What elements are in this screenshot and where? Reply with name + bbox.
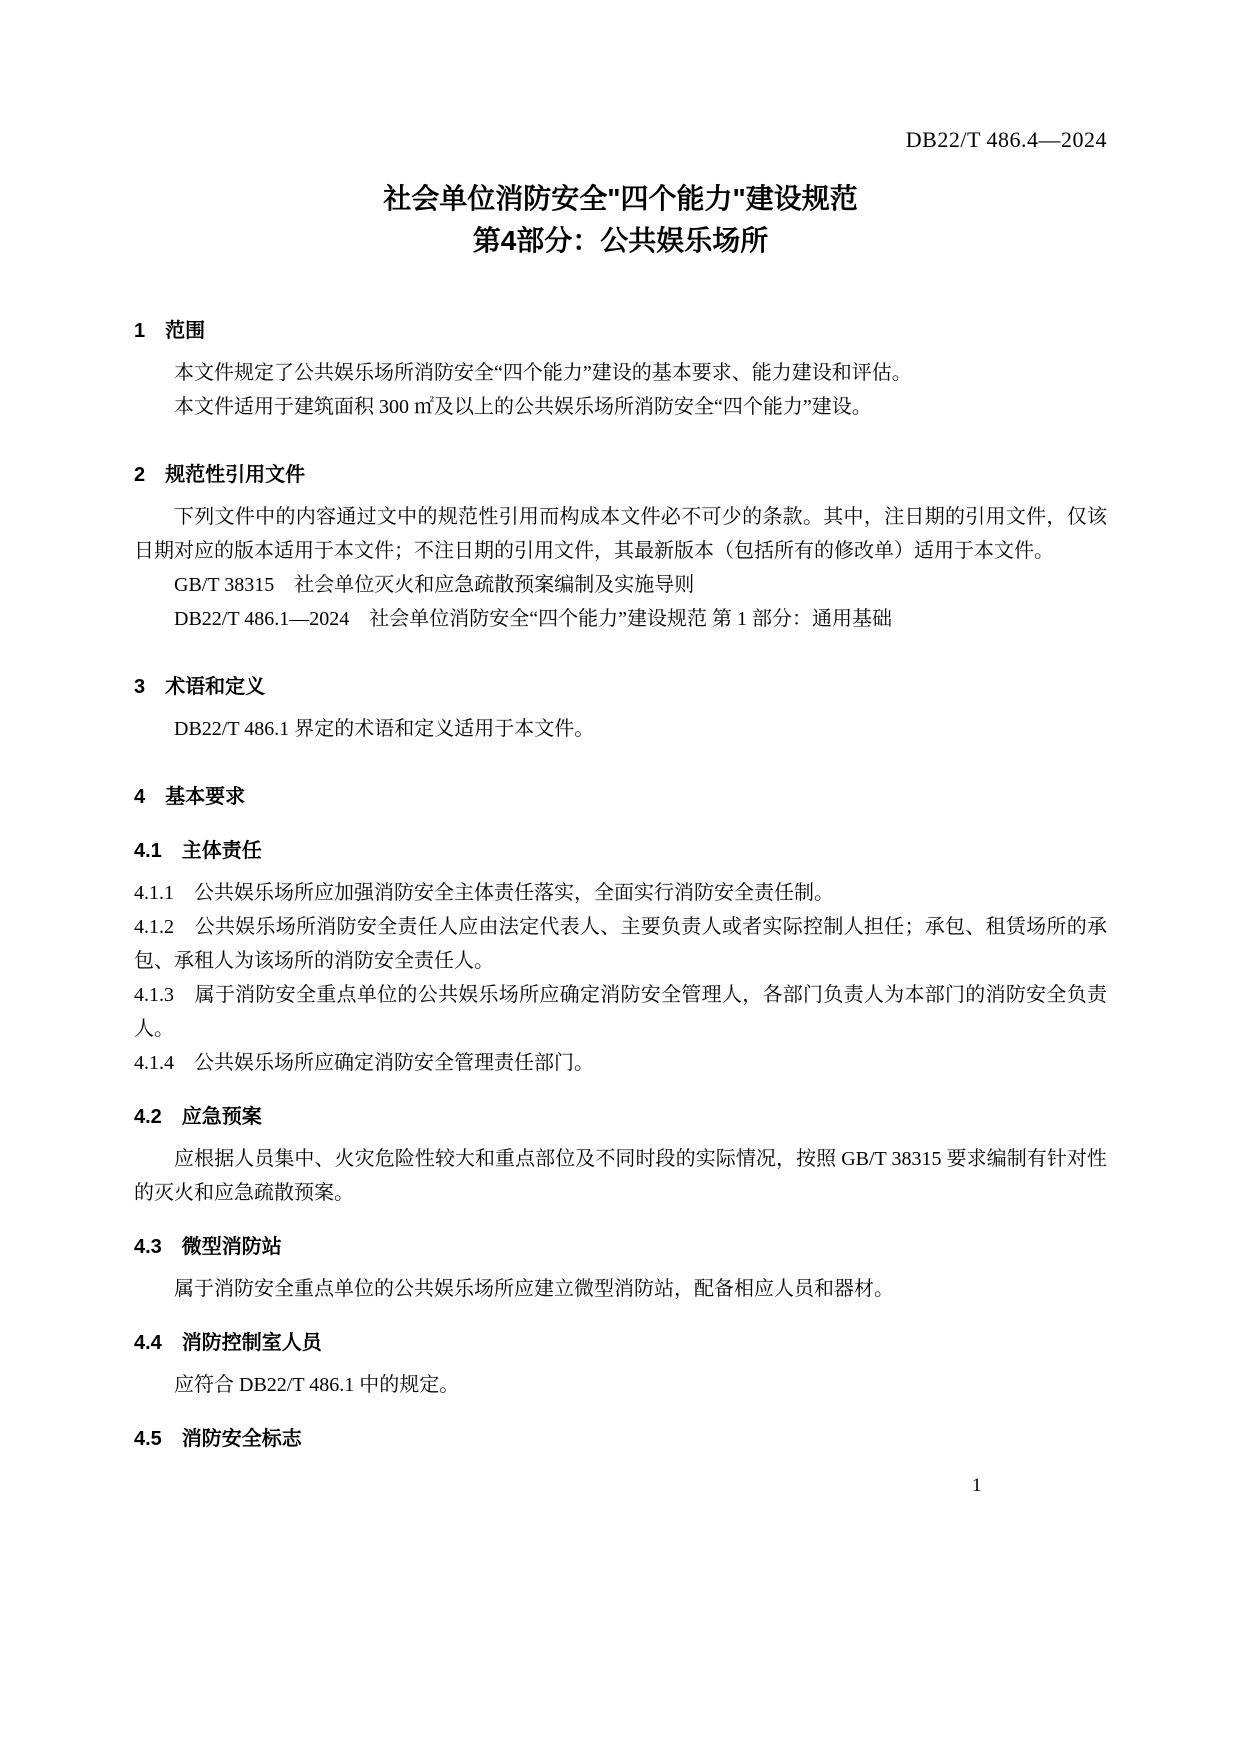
section-4-4-heading: 4.4 消防控制室人员 [134, 1332, 322, 1354]
section-2-reference-2: DB22/T 486.1—2024 社会单位消防安全“四个能力”建设规范 第 1 部分：通用基础 [174, 608, 892, 630]
clause-4-1-4: 4.1.4 公共娱乐场所应确定消防安全管理责任部门。 [134, 1052, 594, 1074]
section-1-heading: 1 范围 [134, 320, 206, 342]
section-3-heading: 3 术语和定义 [134, 676, 266, 698]
title-line-2: 第4部分：公共娱乐场所 [472, 225, 769, 256]
section-2-heading: 2 规范性引用文件 [134, 464, 306, 486]
title-line-1: 社会单位消防安全"四个能力"建设规范 [383, 183, 858, 214]
section-4-2-heading: 4.2 应急预案 [134, 1106, 262, 1128]
clause-4-1-3: 4.1.3 属于消防安全重点单位的公共娱乐场所应确定消防安全管理人，各部门负责人为本部门的消防安全负责人。 [134, 984, 1107, 1040]
section-2-reference-1: GB/T 38315 社会单位灭火和应急疏散预案编制及实施导则 [174, 574, 695, 596]
section-4-heading: 4 基本要求 [134, 786, 246, 808]
clause-4-1-1: 4.1.1 公共娱乐场所应加强消防安全主体责任落实，全面实行消防安全责任制。 [134, 882, 834, 904]
section-4-1-heading: 4.1 主体责任 [134, 840, 262, 862]
section-3-paragraph-1: DB22/T 486.1 界定的术语和定义适用于本文件。 [174, 718, 595, 740]
document-title [134, 178, 1107, 262]
section-2-intro: 下列文件中的内容通过文中的规范性引用而构成本文件必不可少的条款。其中，注日期的引用文件，仅该日期对应的版本适用于本文件；不注日期的引用文件，其最新版本（包括所有的修改单）适用于本文件。 [134, 506, 1107, 562]
doc-number: DB22/T 486.4—2024 [905, 127, 1107, 152]
page-number: 1 [972, 1475, 982, 1496]
section-4-4-paragraph-1: 应符合 DB22/T 486.1 中的规定。 [174, 1374, 460, 1396]
section-1-paragraph-1: 本文件规定了公共娱乐场所消防安全“四个能力”建设的基本要求、能力建设和评估。 [174, 362, 912, 384]
section-4-2-paragraph-1: 应根据人员集中、火灾危险性较大和重点部位及不同时段的实际情况，按照 GB/T 38315 要求编制有针对性的灭火和应急疏散预案。 [134, 1148, 1107, 1204]
section-4-3-heading: 4.3 微型消防站 [134, 1236, 282, 1258]
section-1-paragraph-2: 本文件适用于建筑面积 300 ㎡及以上的公共娱乐场所消防安全“四个能力”建设。 [174, 396, 872, 418]
section-4-3-paragraph-1: 属于消防安全重点单位的公共娱乐场所应建立微型消防站，配备相应人员和器材。 [174, 1278, 894, 1300]
clause-4-1-2: 4.1.2 公共娱乐场所消防安全责任人应由法定代表人、主要负责人或者实际控制人担任；承包、租赁场所的承包、承租人为该场所的消防安全责任人。 [134, 916, 1107, 972]
section-4-5-heading: 4.5 消防安全标志 [134, 1428, 302, 1450]
